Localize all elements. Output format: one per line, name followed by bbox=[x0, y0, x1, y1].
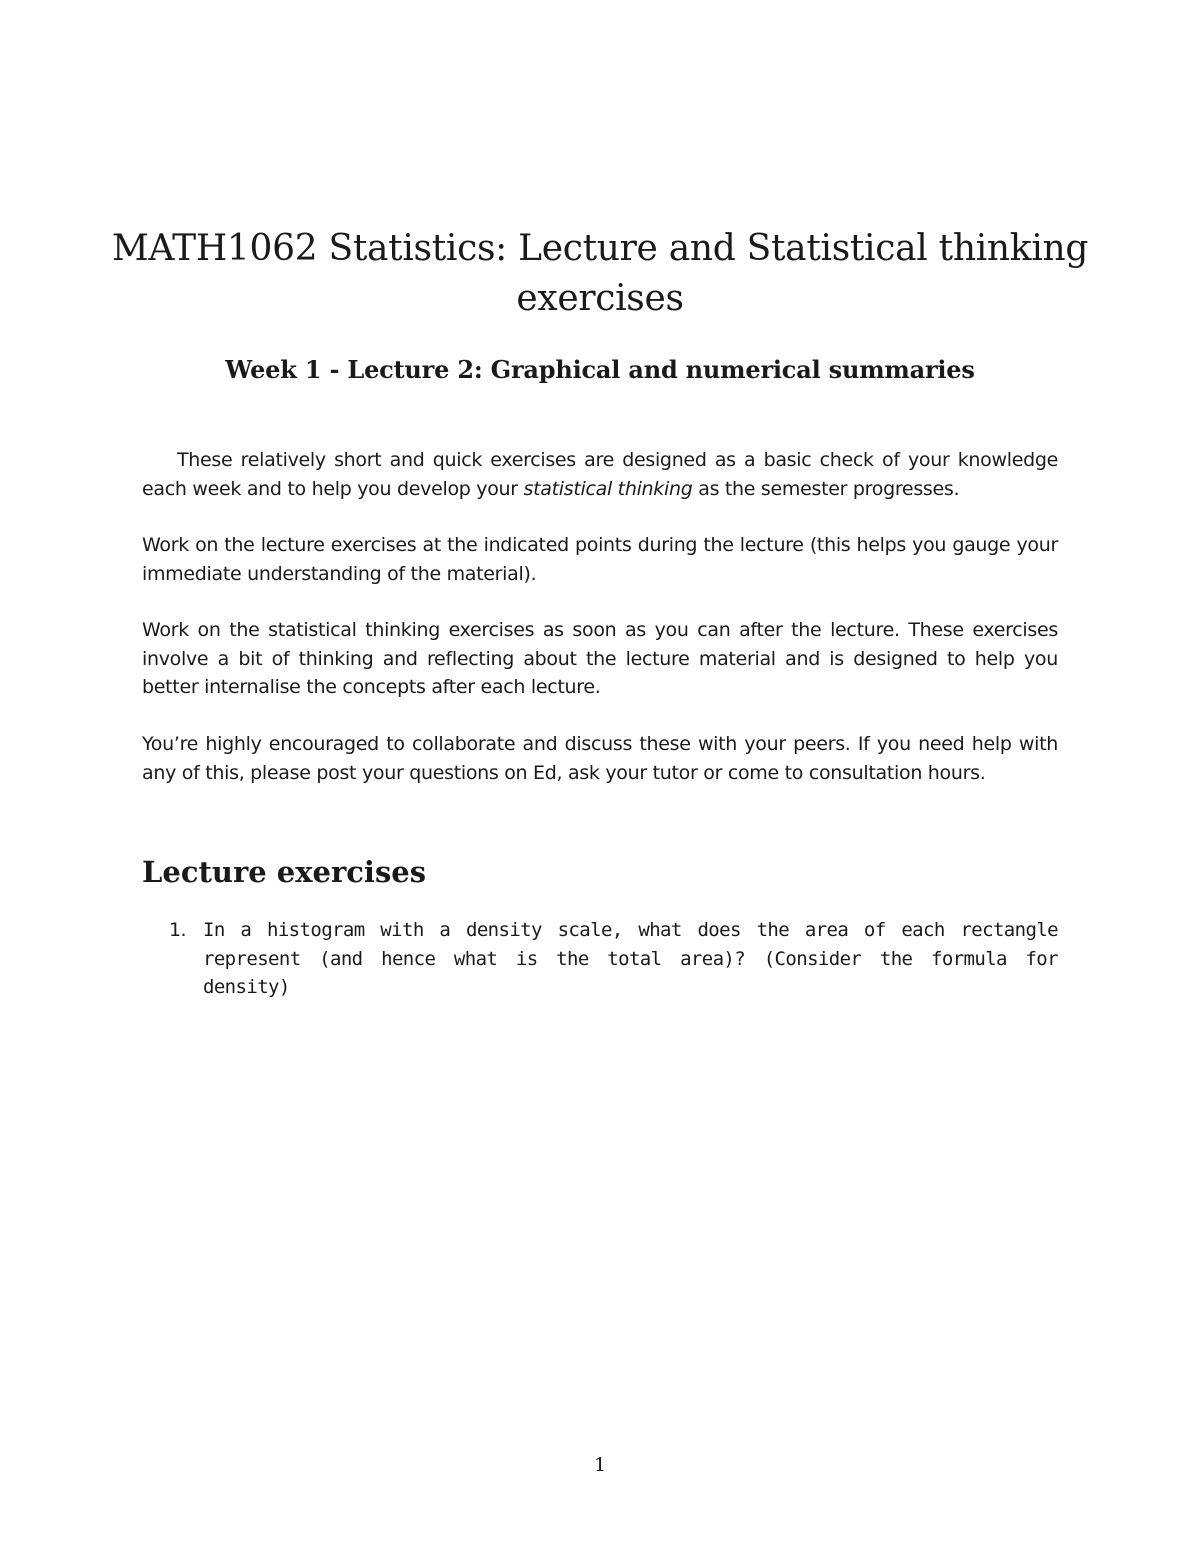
section-heading-lecture-exercises: Lecture exercises bbox=[142, 855, 427, 889]
exercise-list bbox=[142, 916, 1058, 1002]
document-title: MATH1062 Statistics: Lecture and Statistical thinking exercises bbox=[111, 228, 1089, 319]
exercise-item bbox=[142, 916, 1058, 1002]
intro-paragraph-2: Work on the lecture exercises at the indicated points during the lecture (this helps you gauge your immediate understanding of the material). bbox=[142, 534, 1058, 585]
exercise-number: 1. bbox=[169, 919, 186, 941]
document-subtitle: Week 1 - Lecture 2: Graphical and numerical summaries bbox=[225, 355, 975, 384]
intro-paragraph-1-start: These relatively short and quick exercises are designed as a basic check of your knowledge each week and to help you develop your bbox=[142, 449, 1058, 500]
page-number: 1 bbox=[593, 1454, 607, 1476]
intro-paragraph-3: Work on the statistical thinking exercises as soon as you can after the lecture. These exercises involve a bit of thinking and reflecting about the lecture material and is designed to help you better internalise the concepts after each lecture. bbox=[142, 619, 1058, 698]
intro-paragraph-4: You’re highly encouraged to collaborate and discuss these with your peers. If you need help with any of this, please post your questions on Ed, ask your tutor or come to consultation hours. bbox=[142, 733, 1058, 784]
intro-paragraph-1-end: as the semester progresses. bbox=[692, 477, 960, 500]
exercise-text: In a histogram with a density scale, what does the area of each rectangle represent (and hence what is the total area)? (Consider the formula for density) bbox=[203, 919, 1058, 998]
statistical-thinking-emphasis: statistical thinking bbox=[523, 477, 693, 500]
intro-paragraph-1 bbox=[142, 446, 1058, 503]
